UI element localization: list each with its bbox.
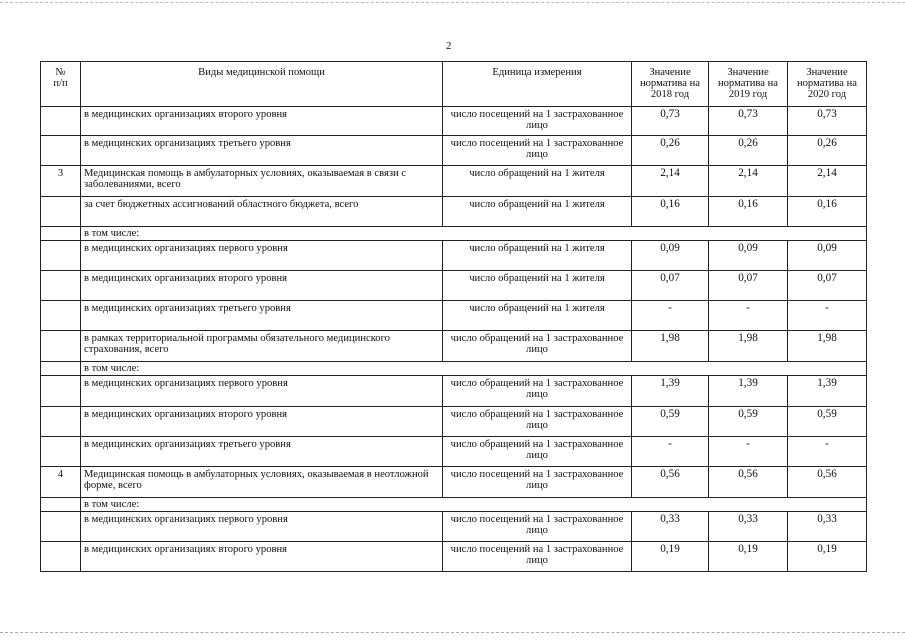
row-number: [41, 136, 81, 166]
unit-of-measure: число посещений на 1 застрахованное лицо: [443, 136, 632, 166]
row-number: [41, 197, 81, 227]
table-row: [41, 437, 867, 467]
value-2020: -: [788, 437, 867, 467]
care-type: в медицинских организациях второго уровня: [81, 107, 443, 136]
care-type: в медицинских организациях третьего уровня: [81, 437, 443, 467]
value-2020: -: [788, 301, 867, 331]
table-row: [41, 197, 867, 227]
row-number: [41, 376, 81, 407]
value-2019: -: [709, 437, 788, 467]
unit-of-measure: число обращений на 1 жителя: [443, 271, 632, 301]
table-header-row: [41, 62, 867, 107]
unit-of-measure: число обращений на 1 жителя: [443, 241, 632, 271]
row-subheading: в том числе:: [81, 362, 867, 376]
table-row: [41, 301, 867, 331]
care-type: в медицинских организациях третьего уровня: [81, 301, 443, 331]
unit-of-measure: число обращений на 1 жителя: [443, 301, 632, 331]
care-type: в медицинских организациях первого уровня: [81, 241, 443, 271]
page-number: 2: [446, 40, 452, 52]
row-number: [41, 407, 81, 437]
value-2020: 0,16: [788, 197, 867, 227]
value-2018: 1,39: [632, 376, 709, 407]
value-2018: 0,33: [632, 512, 709, 542]
table-row: [41, 241, 867, 271]
value-2018: 0,73: [632, 107, 709, 136]
value-2020: 0,73: [788, 107, 867, 136]
table-row: [41, 467, 867, 498]
care-type: Медицинская помощь в амбулаторных условиях, оказываемая в связи с заболеваниями, всего: [81, 166, 443, 197]
scan-edge-top: [0, 2, 905, 3]
value-2019: 0,73: [709, 107, 788, 136]
row-number: 3: [41, 166, 81, 197]
table-row: [41, 362, 867, 376]
table-row: [41, 376, 867, 407]
table-row: [41, 227, 867, 241]
value-2019: 0,33: [709, 512, 788, 542]
header-2018: Значение норматива на 2018 год: [632, 62, 709, 107]
unit-of-measure: число посещений на 1 застрахованное лицо: [443, 512, 632, 542]
unit-of-measure: число обращений на 1 жителя: [443, 166, 632, 197]
value-2019: 0,56: [709, 467, 788, 498]
value-2019: 0,09: [709, 241, 788, 271]
care-type: в медицинских организациях третьего уровня: [81, 136, 443, 166]
value-2019: 0,07: [709, 271, 788, 301]
row-number: [41, 271, 81, 301]
value-2020: 0,09: [788, 241, 867, 271]
unit-of-measure: число обращений на 1 застрахованное лицо: [443, 376, 632, 407]
value-2018: -: [632, 437, 709, 467]
value-2019: 1,39: [709, 376, 788, 407]
value-2019: 0,19: [709, 542, 788, 572]
row-number: [41, 437, 81, 467]
value-2018: 0,16: [632, 197, 709, 227]
unit-of-measure: число посещений на 1 застрахованное лицо: [443, 467, 632, 498]
table-row: [41, 107, 867, 136]
care-type: за счет бюджетных ассигнований областного бюджета, всего: [81, 197, 443, 227]
unit-of-measure: число обращений на 1 застрахованное лицо: [443, 407, 632, 437]
table-row: [41, 407, 867, 437]
unit-of-measure: число обращений на 1 застрахованное лицо: [443, 437, 632, 467]
value-2020: 1,39: [788, 376, 867, 407]
table-body: [41, 107, 867, 572]
care-type: в медицинских организациях первого уровня: [81, 376, 443, 407]
unit-of-measure: число обращений на 1 застрахованное лицо: [443, 331, 632, 362]
value-2018: 0,26: [632, 136, 709, 166]
normative-table: [40, 61, 867, 572]
row-number: [41, 301, 81, 331]
value-2019: -: [709, 301, 788, 331]
value-2020: 0,33: [788, 512, 867, 542]
value-2019: 2,14: [709, 166, 788, 197]
care-type: в медицинских организациях второго уровня: [81, 407, 443, 437]
value-2018: 0,19: [632, 542, 709, 572]
value-2018: 0,59: [632, 407, 709, 437]
value-2019: 0,26: [709, 136, 788, 166]
row-number: 4: [41, 467, 81, 498]
value-2018: 0,56: [632, 467, 709, 498]
unit-of-measure: число посещений на 1 застрахованное лицо: [443, 107, 632, 136]
value-2020: 1,98: [788, 331, 867, 362]
value-2019: 0,16: [709, 197, 788, 227]
row-number: [41, 107, 81, 136]
value-2020: 0,59: [788, 407, 867, 437]
table-row: [41, 136, 867, 166]
value-2019: 0,59: [709, 407, 788, 437]
row-number: [41, 331, 81, 362]
table-row: [41, 166, 867, 197]
row-number: [41, 542, 81, 572]
table-row: [41, 271, 867, 301]
row-number: [41, 362, 81, 376]
care-type: в медицинских организациях второго уровня: [81, 271, 443, 301]
value-2020: 0,56: [788, 467, 867, 498]
unit-of-measure: число посещений на 1 застрахованное лицо: [443, 542, 632, 572]
value-2020: 0,07: [788, 271, 867, 301]
scan-edge-bottom: [0, 632, 905, 633]
care-type: в рамках территориальной программы обязательного медицинского страхования, всего: [81, 331, 443, 362]
value-2018: 0,07: [632, 271, 709, 301]
row-number: [41, 227, 81, 241]
value-2018: 2,14: [632, 166, 709, 197]
care-type: Медицинская помощь в амбулаторных условиях, оказываемая в неотложной форме, всего: [81, 467, 443, 498]
table-row: [41, 498, 867, 512]
value-2020: 2,14: [788, 166, 867, 197]
row-number: [41, 512, 81, 542]
value-2018: -: [632, 301, 709, 331]
header-2020: Значение норматива на 2020 год: [788, 62, 867, 107]
row-subheading: в том числе:: [81, 498, 867, 512]
table-row: [41, 512, 867, 542]
header-num: № п/п: [41, 62, 81, 107]
value-2018: 1,98: [632, 331, 709, 362]
value-2020: 0,26: [788, 136, 867, 166]
header-2019: Значение норматива на 2019 год: [709, 62, 788, 107]
value-2020: 0,19: [788, 542, 867, 572]
care-type: в медицинских организациях второго уровня: [81, 542, 443, 572]
row-subheading: в том числе:: [81, 227, 867, 241]
row-number: [41, 241, 81, 271]
value-2018: 0,09: [632, 241, 709, 271]
header-unit: Единица измерения: [443, 62, 632, 107]
table-row: [41, 542, 867, 572]
care-type: в медицинских организациях первого уровня: [81, 512, 443, 542]
value-2019: 1,98: [709, 331, 788, 362]
header-kind: Виды медицинской помощи: [81, 62, 443, 107]
row-number: [41, 498, 81, 512]
table-row: [41, 331, 867, 362]
unit-of-measure: число обращений на 1 жителя: [443, 197, 632, 227]
